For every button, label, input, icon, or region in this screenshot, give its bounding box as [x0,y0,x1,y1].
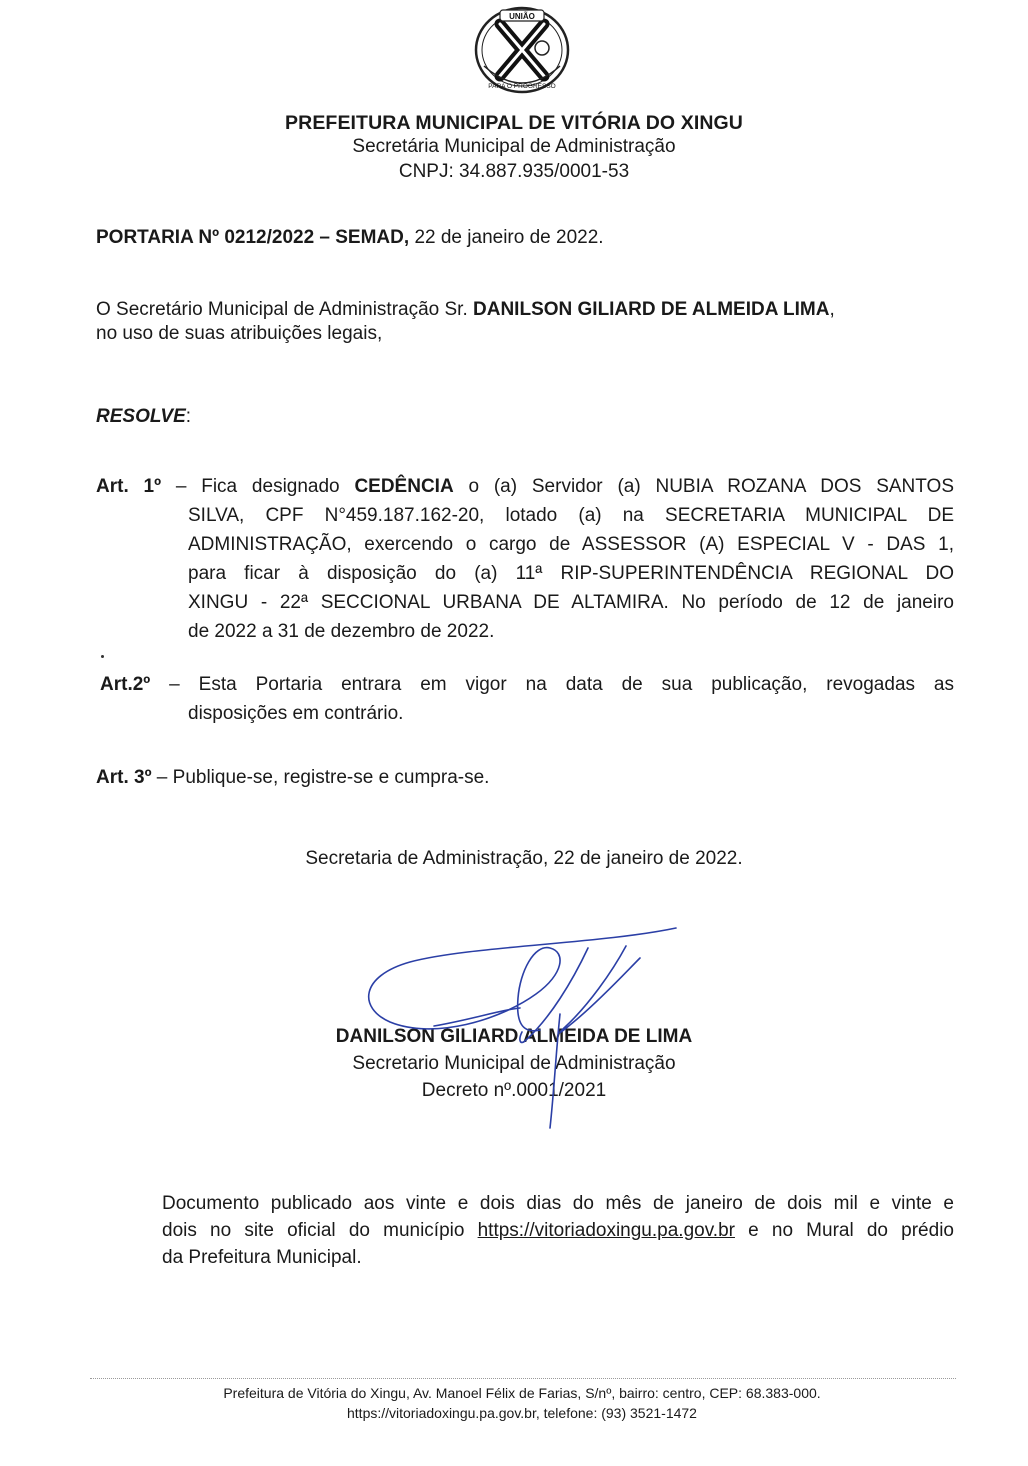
publication-line-1: Documento publicado aos vinte e dois dias do mês de janeiro de dois mil e vinte e [162,1193,954,1214]
article-2-dash: – [150,674,199,695]
intro-suffix: , [829,299,835,320]
signatory-role: Secretario Municipal de Administração [352,1053,676,1074]
article-3-text: Publique-se, registre-se e cumpra-se. [172,767,490,788]
signatory-name: DANILSON GILIARD ALMEIDA DE LIMA [335,1026,693,1047]
document-header-subtitle: Secretária Municipal de Administração [352,136,676,157]
article-1-line-2: SILVA, CPF N°459.187.162-20, lotado (a) na SECRETARIA MUNICIPAL DE [188,505,954,526]
article-1-line-5: XINGU - 22ª SECCIONAL URBANA DE ALTAMIRA. No período de 12 de janeiro [188,592,954,613]
article-1-line-1-post: o (a) Servidor (a) NUBIA ROZANA DOS SANTOS [453,476,954,497]
article-3-label: Art. 3º [96,767,152,788]
resolve-heading [96,405,191,429]
publication-note [162,1190,954,1271]
article-1-dash: – [161,476,202,497]
document-header-cnpj: CNPJ: 34.887.935/0001-53 [398,161,630,182]
resolve-suffix: : [185,406,192,427]
publication-line-2-pre: dois no site oficial do município [162,1220,478,1241]
page-footer [0,1383,1028,1423]
article-2-line-2: disposições em contrário. [188,703,404,724]
article-1-label: Art. 1º [96,476,162,497]
article-1-line-3: ADMINISTRAÇÃO, exercendo o cargo de ASSESSOR (A) ESPECIAL V - DAS 1, [188,534,954,555]
document-header-title: PREFEITURA MUNICIPAL DE VITÓRIA DO XINGU [285,112,743,134]
article-3 [96,763,954,792]
footer-contact: https://vitoriadoxingu.pa.gov.br, telefone: (93) 3521-1472 [347,1405,697,1421]
portaria-date: 22 de janeiro de 2022. [409,227,604,248]
footer-address: Prefeitura de Vitória do Xingu, Av. Manoel Félix de Farias, S/nº, bairro: centro, CEP: 68.383-000. [223,1385,821,1401]
article-2 [96,670,954,728]
portaria-heading [96,226,604,250]
resolve-label: RESOLVE [96,406,186,427]
signatory-decree: Decreto nº.0001/2021 [421,1080,607,1101]
municipal-crest-icon [470,4,574,96]
article-2-label: Art.2º [100,674,151,695]
portaria-number: PORTARIA Nº 0212/2022 – SEMAD, [96,227,410,248]
article-1-line-6: de 2022 a 31 de dezembro de 2022. [188,621,495,642]
intro-paragraph [96,298,926,346]
place-and-date: Secretaria de Administração, 22 de janeiro de 2022. [305,848,743,869]
intro-line-2: no uso de suas atribuições legais, [96,323,383,344]
publication-line-2-post: e no Mural do prédio [734,1220,954,1241]
article-1-cedencia: CEDÊNCIA [354,476,454,497]
intro-secretary-name: DANILSON GILIARD DE ALMEIDA LIMA [473,299,830,320]
article-1-line-4: para ficar à disposição do (a) 11ª RIP-SUPERINTENDÊNCIA REGIONAL DO [188,563,954,584]
municipal-site-link[interactable]: https://vitoriadoxingu.pa.gov.br [477,1220,735,1241]
intro-prefix: O Secretário Municipal de Administração Sr. [96,299,474,320]
footer-divider [90,1378,956,1379]
article-1-line-1-pre: Fica designado [201,476,355,497]
article-3-dash: – [151,767,173,788]
stray-dot [101,655,104,658]
svg-text:UNIÃO: UNIÃO [509,12,535,21]
article-1 [96,472,954,646]
handwritten-signature-icon [350,922,680,1132]
svg-text:PARA O PROGRESSO: PARA O PROGRESSO [488,83,556,90]
article-2-line-1: Esta Portaria entrara em vigor na data de sua publicação, revogadas as [198,674,955,695]
publication-line-3: da Prefeitura Municipal. [162,1247,362,1268]
